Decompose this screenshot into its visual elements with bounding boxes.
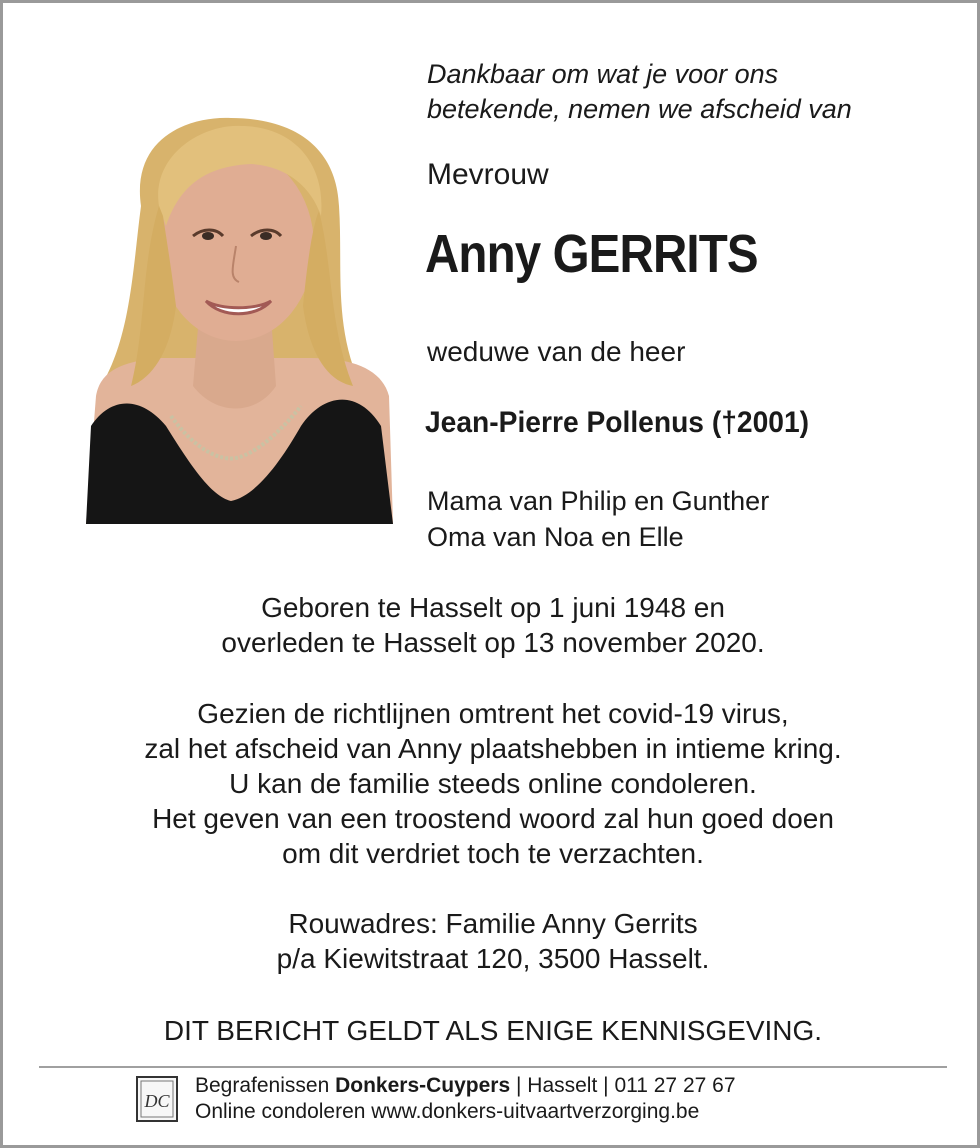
logo-monogram: DC (144, 1091, 170, 1111)
dates-line-1: Geboren te Hasselt op 1 juni 1948 en (261, 592, 725, 623)
footer-separator-1: | (510, 1074, 528, 1097)
spouse-intro: weduwe van de heer (427, 336, 686, 367)
address-line-1: Rouwadres: Familie Anny Gerrits (288, 908, 698, 939)
footer-line-1 (195, 1073, 736, 1099)
portrait-photo (71, 96, 393, 524)
birth-death-dates (43, 590, 943, 660)
spouse-name: Jean-Pierre Pollenus (†2001) (425, 406, 810, 439)
funeral-home-name: Donkers-Cuypers (335, 1074, 511, 1097)
intro-text (427, 57, 957, 127)
deceased-name: Anny GERRITS (425, 224, 758, 284)
dates-line-2: overleden te Hasselt op 13 november 2020. (221, 627, 765, 658)
message-line-2: zal het afscheid van Anny plaatshebben in intieme kring. (144, 733, 842, 764)
family-line-2: Oma van Noa en Elle (427, 522, 684, 552)
mourning-address (43, 906, 943, 976)
message-line-4: Het geven van een troostend woord zal hun goed doen (152, 803, 834, 834)
family-line-1: Mama van Philip en Gunther (427, 486, 770, 516)
footer-line-2 (195, 1099, 736, 1125)
funeral-home-city: Hasselt (527, 1074, 598, 1097)
portrait-image (71, 96, 393, 524)
official-notice: DIT BERICHT GELDT ALS ENIGE KENNISGEVING. (163, 1015, 823, 1046)
honorific: Mevrouw (427, 158, 549, 191)
intro-line-2: betekende, nemen we afscheid van (427, 94, 852, 124)
address-line-2: p/a Kiewitstraat 120, 3500 Hasselt. (276, 943, 710, 974)
message-line-3: U kan de familie steeds online condoleren. (229, 768, 757, 799)
family-lines (427, 483, 769, 555)
funeral-home-logo (135, 1075, 179, 1123)
funeral-home-website: www.donkers-uitvaartverzorging.be (371, 1100, 700, 1123)
funeral-home-info (195, 1073, 736, 1125)
intro-line-1: Dankbaar om wat je voor ons (427, 59, 779, 89)
message-line-1: Gezien de richtlijnen omtrent het covid-19 virus, (197, 698, 789, 729)
footer-prefix: Begrafenissen (195, 1074, 336, 1097)
online-condolence-label: Online condoleren (195, 1100, 372, 1123)
farewell-message (43, 696, 943, 871)
message-line-5: om dit verdriet toch te verzachten. (282, 838, 704, 869)
funeral-home-phone: 011 27 27 67 (614, 1074, 736, 1097)
footer-divider (39, 1066, 947, 1068)
footer-separator-2: | (597, 1074, 615, 1097)
